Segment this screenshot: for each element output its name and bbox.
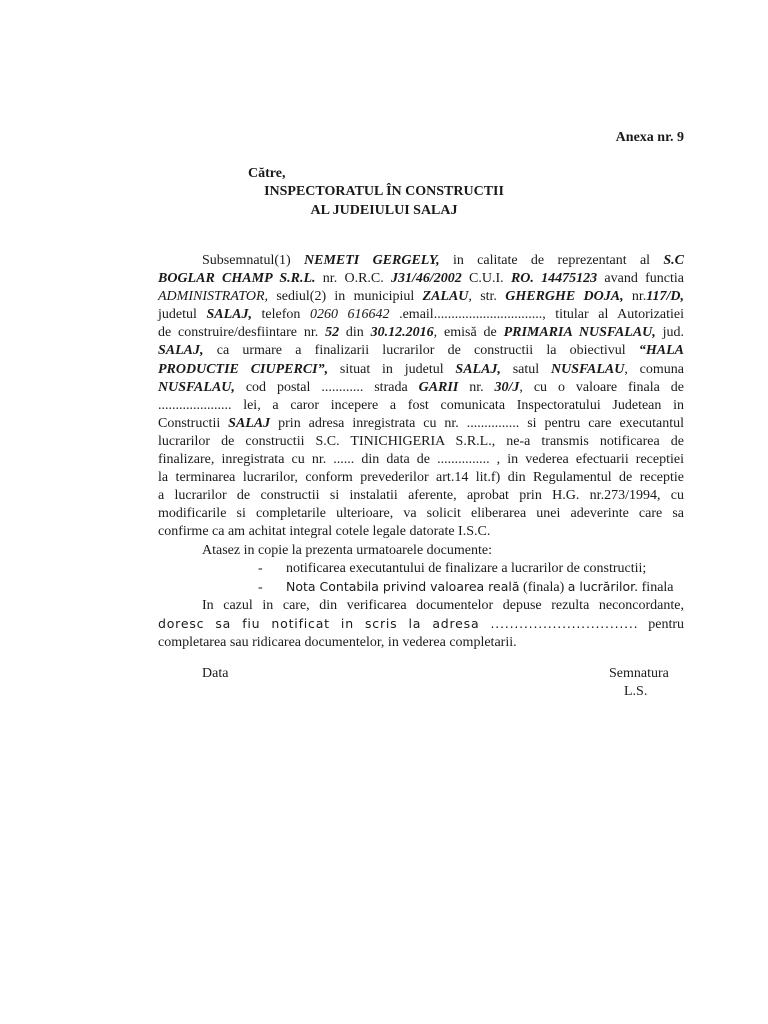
attachments-intro: Atasez in copie la prezenta urmatoarele documente: [202, 542, 492, 558]
applicant-name: NEMETI GERGELY, [304, 253, 440, 268]
body-line: judetul SALAJ, telefon 0260 616642 .email..............................., titular al Autorizatiei [158, 307, 684, 323]
signature-label: Semnatura [609, 666, 669, 681]
body-line: BOGLAR CHAMP S.R.L. nr. O.R.C. J31/46/2002 C.U.I. RO. 14475123 avand functia [158, 271, 684, 287]
body-line: Subsemnatul(1) NEMETI GERGELY, in calitate de reprezentant al S.C [202, 253, 685, 268]
list-item: - notificarea executantului de finalizare a lucrarilor de constructii; [158, 560, 684, 578]
company-name: BOGLAR CHAMP S.R.L. [158, 271, 316, 287]
cui-number: RO. 14475123 [510, 271, 598, 287]
list-item: - Nota Contabila privind valoarea reală (finala) a lucrărilor. finala [158, 578, 684, 597]
orc-number: J31/46/2002 [391, 271, 462, 287]
addressee-label: Către, [248, 166, 286, 181]
recipient-line-1: INSPECTORATUL ÎN CONSTRUCTII [264, 184, 504, 199]
request-body [158, 252, 684, 652]
body-line: finalizare, inregistrata cu nr. ...... din data de ............... , in vederea efectuarii receptiei [158, 452, 684, 468]
recipient-block [158, 182, 610, 220]
list-dash: - [258, 579, 263, 595]
body-line: de construire/desfiintare nr. 52 din 30.12.2016, emisă de PRIMARIA NUSFALAU, jud. [158, 325, 685, 341]
applicant-function: ADMINISTRATOR, [158, 289, 269, 305]
body-line: In cazul in care, din verificarea documentelor depuse rezulta neconcordante, [202, 597, 684, 613]
body-line: la terminarea lucrarilor, conform prevederilor art.14 lit.f) din Regulamentul de receptie [158, 470, 684, 486]
body-line: completarea sau ridicarea documentelor, in vederea completarii. [158, 634, 517, 650]
body-line: ..................... lei, a caror incepere a fost comunicata Inspectoratului Judetean in [158, 397, 684, 413]
date-label: Data [202, 666, 229, 681]
body-line: doresc sa fiu notificat in scris la adresa ............................... pentru [158, 615, 685, 632]
body-line: SALAJ, ca urmare a finalizarii lucrarilor de constructii la obiectivul “HALA [158, 343, 684, 359]
annex-number: Anexa nr. 9 [615, 130, 684, 145]
body-line: PRODUCTIE CIUPERCI”, situat in judetul SALAJ, satul NUSFALAU, comuna [158, 361, 684, 377]
body-line: confirme ca am achitat integral cotele legale datorate I.S.C. [158, 524, 491, 540]
seal-label: L.S. [624, 684, 648, 699]
recipient-line-2: AL JUDEIULUI SALAJ [310, 203, 458, 218]
body-line: a lucrarilor de constructii si instalatii aferente, aprobat prin H.G. nr.273/1994, cu [158, 488, 684, 504]
phone-number: 0260 616642 [309, 307, 390, 323]
body-line: Constructii SALAJ prin adresa inregistrata cu nr. ............... si pentru care executantul [158, 415, 684, 431]
body-line: lucrarilor de constructii S.C. TINICHIGERIA S.R.L., ne-a transmis notificarea de [158, 433, 684, 449]
list-dash: - [258, 560, 263, 576]
body-line: NUSFALAU, cod postal ............ strada GARII nr. 30/J, cu o valoare finala de [158, 379, 684, 395]
body-line: modificarile si completarile ulterioare, va solicit eliberarea unei adeverinte care sa [158, 506, 684, 522]
body-line: ADMINISTRATOR, sediul(2) in municipiul ZALAU, str. GHERGHE DOJA, nr.117/D, [158, 289, 685, 305]
